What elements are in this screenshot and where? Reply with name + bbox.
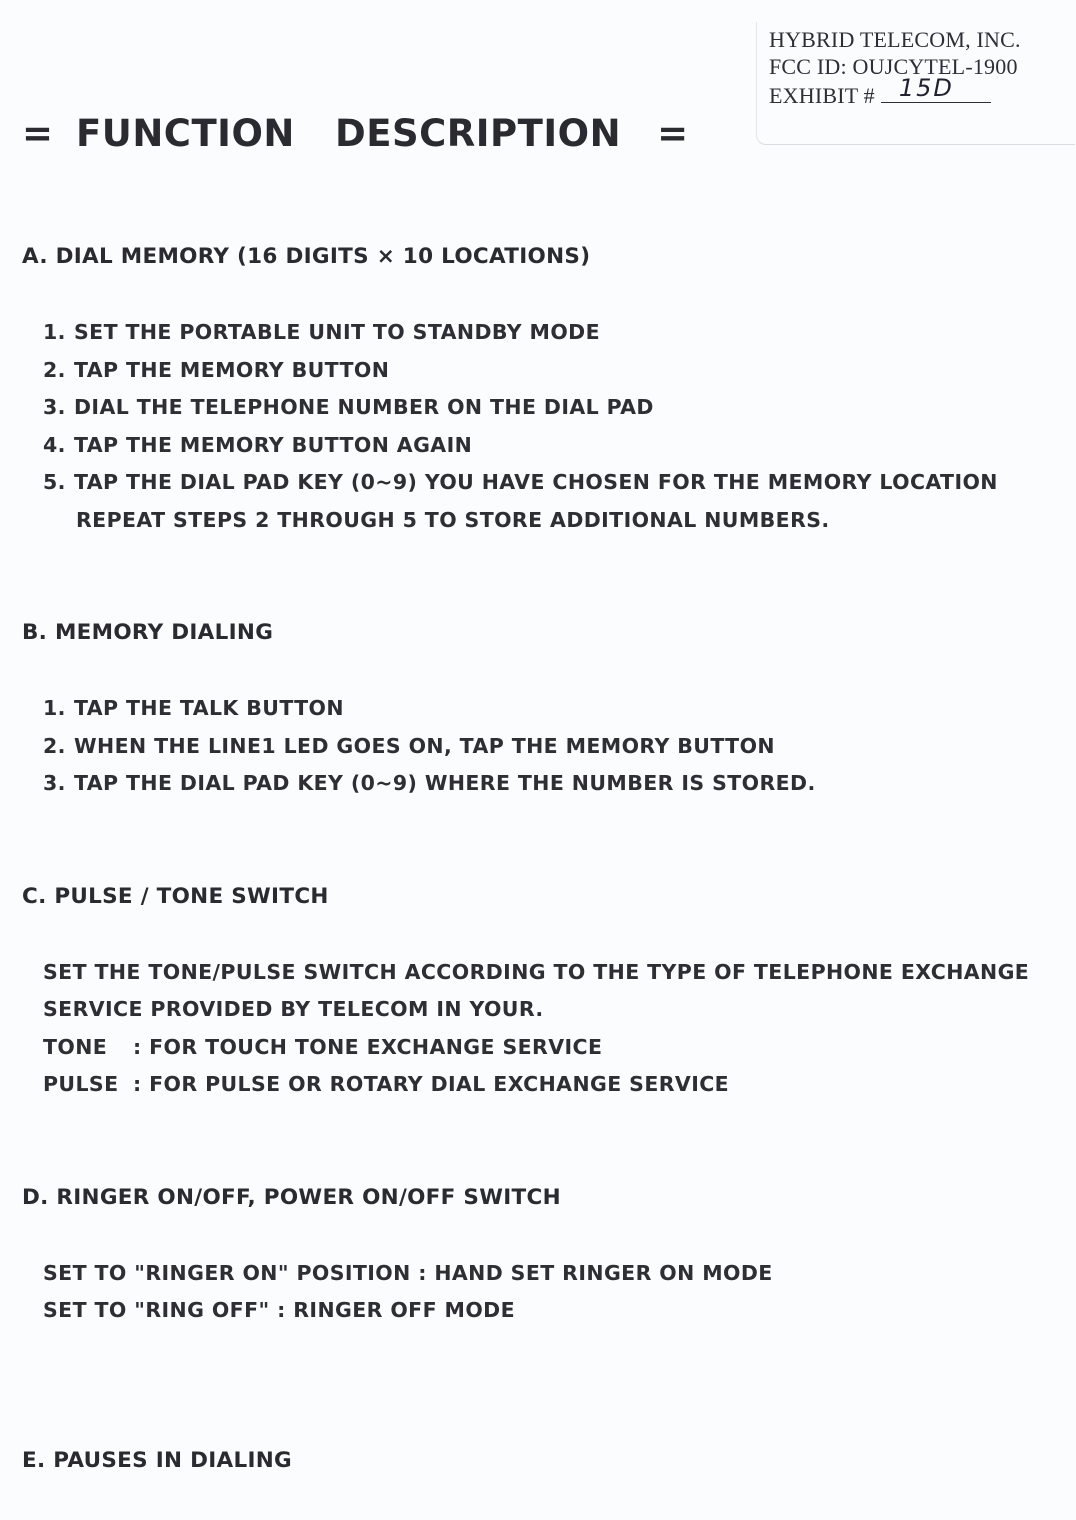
- stamp-exhibit-number-field: [881, 74, 991, 103]
- title-text: FUNCTION DESCRIPTION: [76, 112, 622, 155]
- section-a-step: [43, 395, 654, 419]
- stamp-exhibit-number: 15D: [898, 74, 954, 102]
- step-number: 4.: [43, 433, 66, 457]
- section-d-heading: D. RINGER ON/OFF, POWER ON/OFF SWITCH: [22, 1185, 561, 1210]
- step-number: 1.: [43, 696, 66, 720]
- step-text: TAP THE MEMORY BUTTON: [74, 358, 390, 382]
- section-a-note: REPEAT STEPS 2 THROUGH 5 TO STORE ADDITIONAL NUMBERS.: [76, 508, 830, 532]
- section-a-step: [43, 320, 600, 344]
- section-a-step: [43, 470, 998, 494]
- section-a-step: [43, 433, 472, 457]
- section-a-step: [43, 358, 389, 382]
- section-c-line: SERVICE PROVIDED BY TELECOM IN YOUR.: [43, 997, 544, 1021]
- step-number: 3.: [43, 771, 66, 795]
- stamp-exhibit-label: EXHIBIT #: [769, 83, 875, 108]
- stamp-company: HYBRID TELECOM, INC.: [769, 27, 1021, 52]
- section-b-heading: B. MEMORY DIALING: [22, 620, 274, 645]
- step-text: WHEN THE LINE1 LED GOES ON, TAP THE MEMORY BUTTON: [74, 734, 775, 758]
- section-c-pulse: [43, 1072, 729, 1096]
- section-c-tone: [43, 1035, 602, 1059]
- exhibit-stamp: [756, 22, 1075, 145]
- pulse-text: : FOR PULSE OR ROTARY DIAL EXCHANGE SERVICE: [133, 1072, 730, 1096]
- stamp-fcc-id: FCC ID: OUJCYTEL-1900: [769, 54, 1018, 79]
- title-right-mark: =: [657, 112, 689, 155]
- pulse-key: PULSE: [43, 1072, 119, 1096]
- tone-text: : FOR TOUCH TONE EXCHANGE SERVICE: [133, 1035, 603, 1059]
- section-b-step: [43, 771, 816, 795]
- section-b-step: [43, 696, 344, 720]
- stamp-exhibit: [769, 74, 991, 109]
- section-d-line: SET TO "RINGER ON" POSITION : HAND SET RINGER ON MODE: [43, 1261, 773, 1285]
- step-number: 2.: [43, 734, 66, 758]
- step-text: SET THE PORTABLE UNIT TO STANDBY MODE: [74, 320, 600, 344]
- step-text: TAP THE DIAL PAD KEY (0~9) WHERE THE NUMBER IS STORED.: [74, 771, 816, 795]
- step-number: 1.: [43, 320, 66, 344]
- step-text: DIAL THE TELEPHONE NUMBER ON THE DIAL PAD: [74, 395, 654, 419]
- step-text: TAP THE DIAL PAD KEY (0~9) YOU HAVE CHOSEN FOR THE MEMORY LOCATION: [74, 470, 998, 494]
- tone-key: TONE: [43, 1035, 108, 1059]
- step-number: 2.: [43, 358, 66, 382]
- step-number: 3.: [43, 395, 66, 419]
- step-text: TAP THE TALK BUTTON: [74, 696, 344, 720]
- section-c-heading: C. PULSE / TONE SWITCH: [22, 884, 329, 909]
- section-a-heading: A. DIAL MEMORY (16 DIGITS × 10 LOCATIONS): [22, 244, 591, 269]
- step-number: 5.: [43, 470, 66, 494]
- page-title: [22, 112, 689, 155]
- step-text: TAP THE MEMORY BUTTON AGAIN: [74, 433, 473, 457]
- section-e-heading: E. PAUSES IN DIALING: [22, 1448, 293, 1473]
- section-b-step: [43, 734, 775, 758]
- title-left-mark: =: [22, 112, 54, 155]
- section-c-line: SET THE TONE/PULSE SWITCH ACCORDING TO THE TYPE OF TELEPHONE EXCHANGE: [43, 960, 1030, 984]
- section-d-line: SET TO "RING OFF" : RINGER OFF MODE: [43, 1298, 515, 1322]
